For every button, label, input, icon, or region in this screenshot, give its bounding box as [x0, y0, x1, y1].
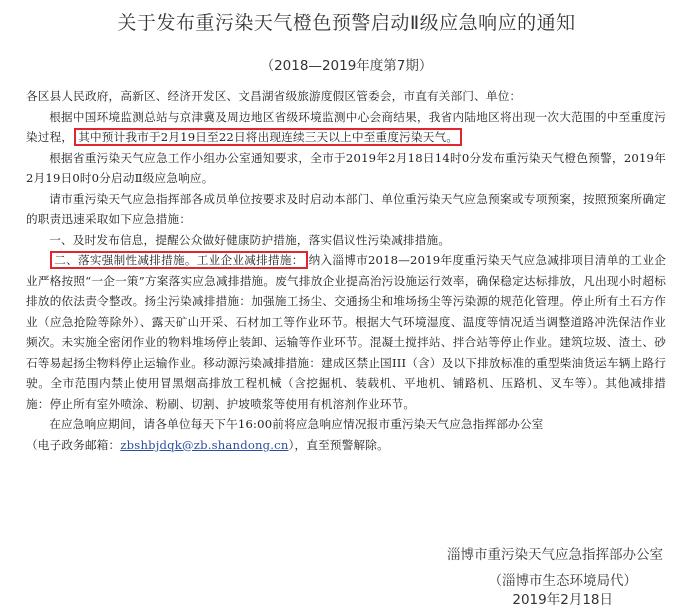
email-line [26, 435, 666, 456]
paragraph-monitoring-text: 根据中国环境监测总站与京津冀及周边地区省级环境监测中心会商结果，我省内陆地区将出现一次大范围的中至重度污染过程， [26, 109, 666, 144]
document-title: 关于发布重污染天气橙色预警启动Ⅱ级应急响应的通知 [117, 12, 576, 34]
measure-item-2-text: 纳入淄博市2018—2019年度重污染天气应急减排项目清单的工业企业严格按照“一企一策”方案落实应急减排措施。废气排放企业提高治污设施运行效率，确保稳定达标排放，凡出现小时超标排放的依法责令整改。扬尘污染减排措施：加强施工扬尘、交通扬尘和堆场扬尘等污染源的规范化管理。停止所有土石方作业（应急抢险等除外）、露天矿山开采、石材加工等作业环节。根据大气环境湿度、温度等情况适当调整道路冲洗保洁作业频次。未实施全密闭作业的物料堆场停止装卸、运输等作业环节。混凝土搅拌站、拌合站等停止作业。建筑垃圾、渣土、砂石等易起扬尘物料停止运输作业。移动源污染减排措施：建成区禁止国III（含）及以下排放标准的重型柴油货运车辆上路行驶。全市范围内禁止使用冒黑烟高排放工程机械（含挖掘机、装载机、平地机、铺路机、压路机、叉车等）。其他减排措施：停止所有室外喷涂、粉刷、切割、护坡喷浆等使用有机溶剂作业环节。 [26, 253, 666, 411]
document-body [26, 86, 666, 455]
paragraph-monitoring [26, 107, 666, 148]
signature-organization: 淄博市重污染天气应急指挥部办公室 [447, 547, 663, 563]
email-suffix: ），直至预警解除。 [288, 437, 389, 452]
highlighted-forecast: 其中预计我市于2月19日至22日将出现连续三天以上中至重度污染天气。 [74, 128, 462, 146]
signature-agent: （淄博市生态环境局代） [488, 573, 637, 589]
measure-item-1: 一、及时发布信息，提醒公众做好健康防护措施，落实倡议性污染减排措施。 [49, 232, 451, 247]
signature-date: 2019年2月18日 [512, 592, 613, 608]
email-link[interactable]: zbshbjdqk@zb.shandong.cn [120, 437, 289, 452]
highlighted-mandatory-measures: 二、落实强制性减排措施。工业企业减排措施： [50, 251, 307, 269]
measure-item-2 [26, 250, 666, 414]
salutation: 各区县人民政府，高新区、经济开发区、文昌湖省级旅游度假区管委会，市直有关部门、单位： [26, 89, 522, 103]
paragraph-reporting: 在应急响应期间，请各单位每天下午16:00前将应急响应情况报市重污染天气应急指挥部办公室 [49, 417, 544, 431]
email-prefix: （电子政务邮箱： [26, 437, 121, 452]
paragraph-instructions: 请市重污染天气应急指挥部各成员单位按要求及时启动本部门、单位重污染天气应急预案或专项预案，按照预案所确定的职责迅速采取如下应急措施： [26, 191, 666, 226]
document-issue-number: （2018—2019年度第7期） [260, 58, 433, 74]
paragraph-warning: 根据省重污染天气应急工作小组办公室通知要求，全市于2019年2月18日14时0分发布重污染天气橙色预警，2019年2月19日0时0分启动Ⅱ级应急响应。 [26, 150, 666, 185]
